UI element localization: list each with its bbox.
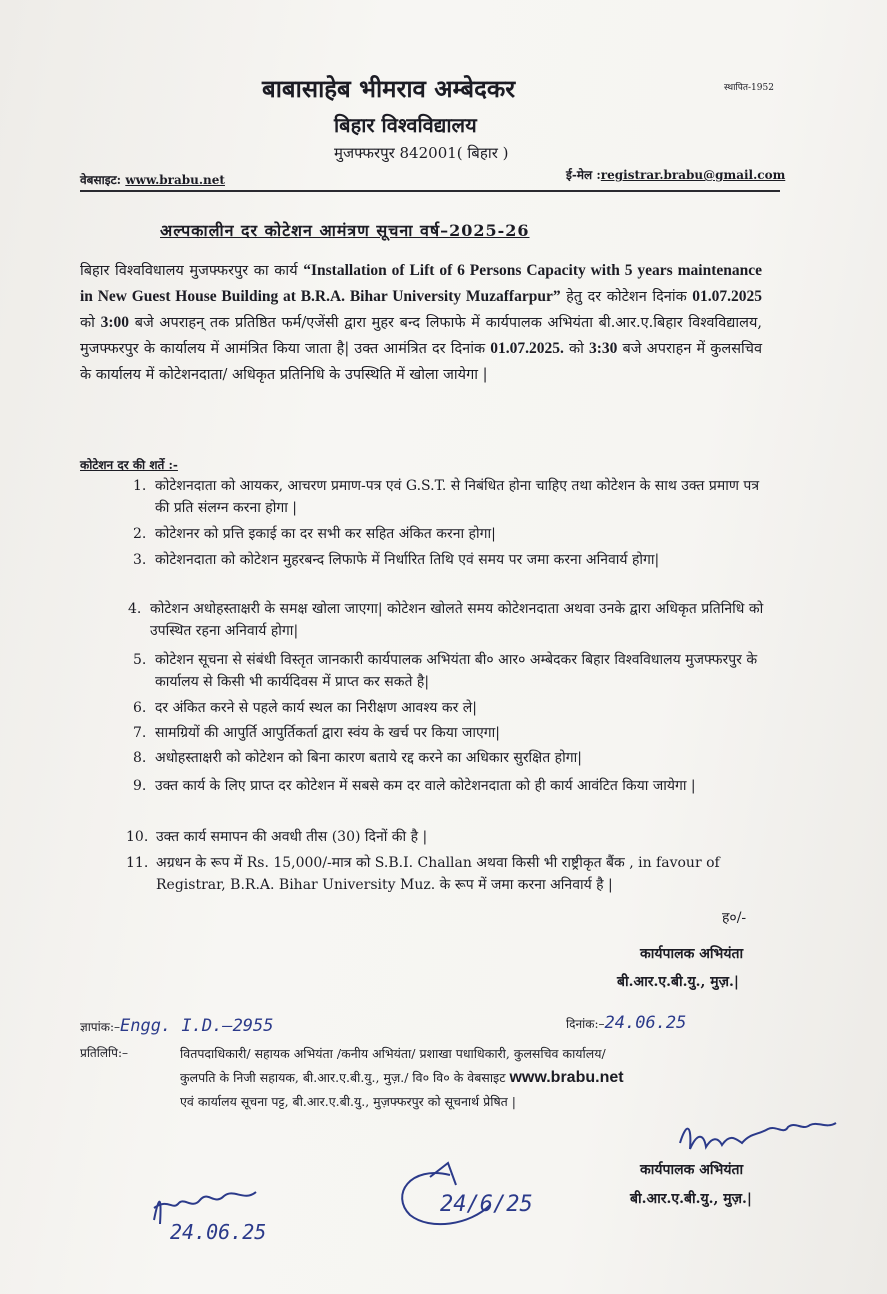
memo-date (566, 1013, 686, 1033)
copy-line-1: वितपदाधिकारी/ सहायक अभियंता /कनीय अभियंता/ प्रशाखा पधाधिकारी, कुलसचिव कार्यालय/ (180, 1046, 606, 1061)
intro-text-d: बजे अपराहन् तक प्रतिष्ठित फर्म/एजेंसी द्वारा मुहर बन्द लिफाफे में कार्यपालक अभियंता बी.आर.ए.बिहार विश्वविद्यालय, मुजफ्फरपुर के कार्यालय में आमंत्रित किया जाता है| उक्त आमंत्रित दर दिनांक (80, 315, 762, 357)
condition-number: 11. (126, 855, 149, 871)
work-title: “Installation of Lift of 6 Persons Capacity with 5 years maintenance in New Guest House Building at B.R.A. Bihar University Muzaffarpur” (80, 262, 762, 305)
condition-number: 5. (133, 652, 147, 668)
bottom-signatory-designation: कार्यपालक अभियंता (640, 1162, 744, 1178)
condition-number: 6. (133, 700, 147, 716)
date-label: दिनांक:– (566, 1017, 605, 1031)
condition-text: कोटेशनदाता को आयकर, आचरण प्रमाण-पत्र एवं G.S.T. से निबंधित होना चाहिए तथा कोटेशन के साथ उक्त प्रमाण पत्र की प्रति संलग्न करना होगा | (155, 478, 760, 516)
condition-number: 1. (133, 478, 147, 494)
signatory-designation: कार्यपालक अभियंता (640, 946, 744, 962)
intro-text-c: को (80, 315, 95, 331)
condition-text: अग्रधन के रूप में Rs. 15,000/-मात्र को S.B.I. Challan अथवा किसी भी राष्ट्रीकृत बैंक , in favour of Registrar, B.R.A. Bihar University Muz. के रूप में जमा करना अनिवार्य है | (156, 855, 720, 893)
condition-text: कोटेशनर को प्रत्ति इकाई का दर सभी कर सहित अंकित करना होगा| (155, 526, 496, 542)
bottom-signatory-office: बी.आर.ए.बी.यु., मुज़.| (630, 1191, 752, 1207)
condition-text: सामग्रियों की आपुर्ति आपुर्तिकर्ता द्वारा स्वंय के खर्च पर किया जाएगा| (155, 725, 500, 741)
intro-text-f: बजे अपराहन में कुलसचिव के कार्यालय में कोटेशनदाता/ अधिकृत प्रतिनिधि के उपस्थिति में खोला जायेगा | (80, 341, 763, 383)
condition-text: उक्त कार्य के लिए प्राप्त दर कोटेशन में सबसे कम दर वाले कोटेशनदाता को ही कार्य आवंटित किया जायेगा | (155, 778, 696, 794)
intro-text-e: को (568, 341, 584, 357)
initials-date: 24/6/25 (440, 1192, 533, 1217)
established-note: स्थापित-1952 (724, 83, 774, 93)
left-signature-date: 24.06.25 (170, 1220, 267, 1244)
condition-number: 10. (126, 829, 149, 845)
opening-date: 01.07.2025. (490, 340, 564, 357)
email-label: ई-मेल : (566, 168, 601, 182)
condition-number: 2. (133, 526, 147, 542)
condition-number: 7. (133, 725, 147, 741)
signature-scribble (676, 1113, 846, 1163)
condition-number: 3. (133, 552, 147, 568)
copy-label: प्रतिलिपि:– (80, 1046, 128, 1060)
condition-text: कोटेशन अधोहस्ताक्षरी के समक्ष खोला जाएगा| कोटेशन खोलते समय कोटेशनदाता अथवा उनके द्वारा अधिकृत प्रतिनिधि को उपस्थित रहना अनिवार्य होगा| (150, 601, 764, 639)
notice-intro (80, 258, 762, 388)
memo-number: Engg. I.D.–2955 (119, 1016, 274, 1036)
condition-text: दर अंकित करने से पहले कार्य स्थल का निरीक्षण आवश्य कर ले| (155, 700, 477, 716)
website-line (80, 171, 225, 188)
university-subtitle: बिहार विश्वविद्यालय (334, 113, 477, 137)
opening-time: 3:30 (588, 340, 618, 357)
intro-text-a: बिहार विश्वविधालय मुजफ्फरपुर का कार्य (80, 263, 298, 279)
website-label: वेबसाइट: (80, 173, 122, 187)
copy-line-2 (180, 1066, 780, 1090)
signatory-office: बी.आर.ए.बी.यु., मुज़.| (617, 974, 739, 990)
condition-number: 4. (128, 601, 142, 617)
university-name: बाबासाहेब भीमराव अम्बेदकर (262, 74, 516, 103)
signed-mark: ह०/- (722, 910, 747, 926)
submission-time: 3:00 (100, 314, 130, 331)
condition-text: कोटेशन सूचना से संबंधी विस्तृत जानकारी कार्यपालक अभियंता बी० आर० अम्बेदकर बिहार विश्वविधालय मुजफ्फरपुर के कार्यालय से किसी भी कार्यदिवस में प्राप्त कर सकते है| (155, 652, 758, 690)
notice-title: अल्पकालीन दर कोटेशन आमंत्रण सूचना वर्ष–2025-26 (160, 221, 530, 240)
memo-reference (80, 1016, 274, 1036)
date-value: 24.06.25 (604, 1013, 687, 1033)
submission-date: 01.07.2025 (692, 288, 762, 305)
condition-text: कोटेशनदाता को कोटेशन मुहरबन्द लिफाफे में निर्धारित तिथि एवं समय पर जमा करना अनिवार्य होगा| (155, 552, 660, 568)
copy-line-2-text: कुलपति के निजी सहायक, बी.आर.ए.बी.यु., मुज़./ वि० वि० के वेबसाइट (180, 1070, 506, 1085)
email-link[interactable]: registrar.brabu@gmail.com (600, 168, 786, 182)
copy-website-link[interactable]: www.brabu.net (509, 1069, 624, 1086)
condition-number: 9. (133, 778, 147, 794)
copy-line-3: एवं कार्यालय सूचना पट्ट, बी.आर.ए.बी.यु., मुज़फ्फरपुर को सूचनार्थ प्रेषित | (180, 1094, 516, 1109)
condition-text: उक्त कार्य समापन की अवधी तीस (30) दिनों की है | (156, 829, 428, 845)
intro-text-b: हेतु दर कोटेशन दिनांक (566, 289, 687, 305)
website-link[interactable]: www.brabu.net (125, 173, 225, 187)
copy-recipients (180, 1042, 780, 1114)
condition-text: अधोहस्ताक्षरी को कोटेशन को बिना कारण बताये रद्द करने का अधिकार सुरक्षित होगा| (155, 750, 582, 766)
university-address: मुजफ्फरपुर 842001( बिहार ) (334, 144, 509, 162)
email-line (566, 166, 785, 183)
conditions-heading: कोटेशन दर की शर्ते :- (80, 458, 178, 472)
header-divider (80, 190, 780, 192)
memo-label: ज्ञापांक:– (80, 1020, 120, 1034)
condition-number: 8. (133, 750, 147, 766)
